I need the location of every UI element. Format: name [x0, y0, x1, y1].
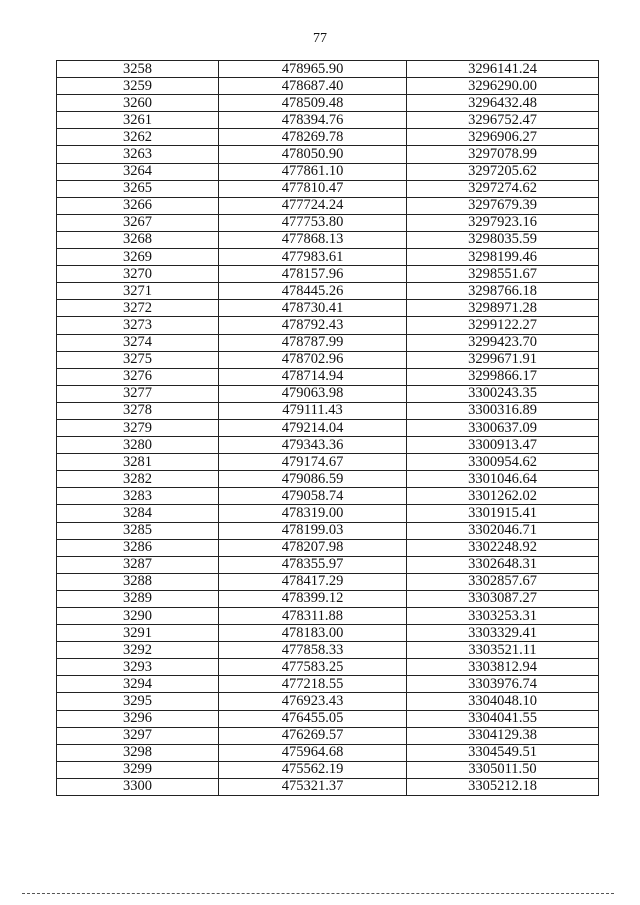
x-coordinate-cell: 476923.43: [219, 693, 407, 710]
x-coordinate-cell: 478394.76: [219, 112, 407, 129]
table-row: [57, 146, 599, 163]
table-row: [57, 608, 599, 625]
y-coordinate-cell: 3302046.71: [407, 522, 599, 539]
x-coordinate-cell: 477810.47: [219, 180, 407, 197]
point-number-cell: 3270: [57, 266, 219, 283]
y-coordinate-cell: 3296290.00: [407, 78, 599, 95]
y-coordinate-cell: 3298766.18: [407, 283, 599, 300]
point-number-cell: 3267: [57, 214, 219, 231]
x-coordinate-cell: 478965.90: [219, 61, 407, 78]
point-number-cell: 3291: [57, 625, 219, 642]
table-row: [57, 317, 599, 334]
point-number-cell: 3275: [57, 351, 219, 368]
point-number-cell: 3290: [57, 608, 219, 625]
x-coordinate-cell: 479214.04: [219, 419, 407, 436]
x-coordinate-cell: 478417.29: [219, 573, 407, 590]
y-coordinate-cell: 3296141.24: [407, 61, 599, 78]
y-coordinate-cell: 3302857.67: [407, 573, 599, 590]
table-row: [57, 300, 599, 317]
table-row: [57, 642, 599, 659]
point-number-cell: 3273: [57, 317, 219, 334]
y-coordinate-cell: 3298199.46: [407, 249, 599, 266]
x-coordinate-cell: 478714.94: [219, 368, 407, 385]
table-row: [57, 744, 599, 761]
page-number: 77: [313, 31, 327, 46]
x-coordinate-cell: 478355.97: [219, 556, 407, 573]
table-row: [57, 488, 599, 505]
y-coordinate-cell: 3301262.02: [407, 488, 599, 505]
x-coordinate-cell: 479174.67: [219, 454, 407, 471]
x-coordinate-cell: 478183.00: [219, 625, 407, 642]
point-number-cell: 3261: [57, 112, 219, 129]
table-row: [57, 539, 599, 556]
point-number-cell: 3268: [57, 231, 219, 248]
table-row: [57, 163, 599, 180]
y-coordinate-cell: 3298035.59: [407, 231, 599, 248]
x-coordinate-cell: 479058.74: [219, 488, 407, 505]
point-number-cell: 3283: [57, 488, 219, 505]
table-row: [57, 334, 599, 351]
table-row: [57, 351, 599, 368]
point-number-cell: 3297: [57, 727, 219, 744]
x-coordinate-cell: 478311.88: [219, 608, 407, 625]
point-number-cell: 3295: [57, 693, 219, 710]
point-number-cell: 3281: [57, 454, 219, 471]
x-coordinate-cell: 475321.37: [219, 778, 407, 795]
y-coordinate-cell: 3300243.35: [407, 385, 599, 402]
x-coordinate-cell: 478687.40: [219, 78, 407, 95]
table-row: [57, 573, 599, 590]
point-number-cell: 3272: [57, 300, 219, 317]
y-coordinate-cell: 3300913.47: [407, 437, 599, 454]
x-coordinate-cell: 479111.43: [219, 402, 407, 419]
y-coordinate-cell: 3303812.94: [407, 659, 599, 676]
y-coordinate-cell: 3301046.64: [407, 471, 599, 488]
x-coordinate-cell: 477983.61: [219, 249, 407, 266]
point-number-cell: 3259: [57, 78, 219, 95]
table-row: [57, 693, 599, 710]
y-coordinate-cell: 3300637.09: [407, 419, 599, 436]
point-number-cell: 3258: [57, 61, 219, 78]
table-row: [57, 95, 599, 112]
point-number-cell: 3276: [57, 368, 219, 385]
x-coordinate-cell: 478050.90: [219, 146, 407, 163]
point-number-cell: 3278: [57, 402, 219, 419]
table-row: [57, 778, 599, 795]
point-number-cell: 3292: [57, 642, 219, 659]
y-coordinate-cell: 3297923.16: [407, 214, 599, 231]
y-coordinate-cell: 3304041.55: [407, 710, 599, 727]
table-row: [57, 385, 599, 402]
x-coordinate-cell: 477218.55: [219, 676, 407, 693]
x-coordinate-cell: 475964.68: [219, 744, 407, 761]
point-number-cell: 3284: [57, 505, 219, 522]
point-number-cell: 3280: [57, 437, 219, 454]
table-row: [57, 437, 599, 454]
table-row: [57, 368, 599, 385]
x-coordinate-cell: 479063.98: [219, 385, 407, 402]
point-number-cell: 3263: [57, 146, 219, 163]
y-coordinate-cell: 3296906.27: [407, 129, 599, 146]
y-coordinate-cell: 3297679.39: [407, 197, 599, 214]
y-coordinate-cell: 3296752.47: [407, 112, 599, 129]
y-coordinate-cell: 3298551.67: [407, 266, 599, 283]
point-number-cell: 3265: [57, 180, 219, 197]
x-coordinate-cell: 477868.13: [219, 231, 407, 248]
x-coordinate-cell: 478730.41: [219, 300, 407, 317]
x-coordinate-cell: 478319.00: [219, 505, 407, 522]
y-coordinate-cell: 3299423.70: [407, 334, 599, 351]
point-number-cell: 3264: [57, 163, 219, 180]
coordinates-table: [56, 60, 599, 796]
y-coordinate-cell: 3301915.41: [407, 505, 599, 522]
point-number-cell: 3279: [57, 419, 219, 436]
table-row: [57, 419, 599, 436]
x-coordinate-cell: 477861.10: [219, 163, 407, 180]
point-number-cell: 3294: [57, 676, 219, 693]
y-coordinate-cell: 3303976.74: [407, 676, 599, 693]
point-number-cell: 3296: [57, 710, 219, 727]
table-row: [57, 61, 599, 78]
x-coordinate-cell: 478445.26: [219, 283, 407, 300]
table-row: [57, 710, 599, 727]
y-coordinate-cell: 3303087.27: [407, 590, 599, 607]
table-row: [57, 505, 599, 522]
table-row: [57, 676, 599, 693]
y-coordinate-cell: 3305011.50: [407, 761, 599, 778]
x-coordinate-cell: 478199.03: [219, 522, 407, 539]
point-number-cell: 3260: [57, 95, 219, 112]
table-row: [57, 659, 599, 676]
point-number-cell: 3298: [57, 744, 219, 761]
y-coordinate-cell: 3302248.92: [407, 539, 599, 556]
table-row: [57, 283, 599, 300]
table-row: [57, 625, 599, 642]
y-coordinate-cell: 3299866.17: [407, 368, 599, 385]
point-number-cell: 3289: [57, 590, 219, 607]
x-coordinate-cell: 479343.36: [219, 437, 407, 454]
table-row: [57, 727, 599, 744]
y-coordinate-cell: 3300954.62: [407, 454, 599, 471]
y-coordinate-cell: 3304129.38: [407, 727, 599, 744]
y-coordinate-cell: 3300316.89: [407, 402, 599, 419]
y-coordinate-cell: 3297274.62: [407, 180, 599, 197]
x-coordinate-cell: 478792.43: [219, 317, 407, 334]
x-coordinate-cell: 479086.59: [219, 471, 407, 488]
point-number-cell: 3299: [57, 761, 219, 778]
point-number-cell: 3277: [57, 385, 219, 402]
table-row: [57, 231, 599, 248]
x-coordinate-cell: 477583.25: [219, 659, 407, 676]
x-coordinate-cell: 477858.33: [219, 642, 407, 659]
table-row: [57, 249, 599, 266]
table-row: [57, 761, 599, 778]
point-number-cell: 3286: [57, 539, 219, 556]
table-row: [57, 180, 599, 197]
y-coordinate-cell: 3302648.31: [407, 556, 599, 573]
point-number-cell: 3274: [57, 334, 219, 351]
point-number-cell: 3287: [57, 556, 219, 573]
x-coordinate-cell: 477753.80: [219, 214, 407, 231]
x-coordinate-cell: 478702.96: [219, 351, 407, 368]
x-coordinate-cell: 477724.24: [219, 197, 407, 214]
footer-rule: [22, 893, 614, 894]
y-coordinate-cell: 3304048.10: [407, 693, 599, 710]
point-number-cell: 3269: [57, 249, 219, 266]
x-coordinate-cell: 478157.96: [219, 266, 407, 283]
x-coordinate-cell: 476269.57: [219, 727, 407, 744]
x-coordinate-cell: 475562.19: [219, 761, 407, 778]
x-coordinate-cell: 478399.12: [219, 590, 407, 607]
table-row: [57, 522, 599, 539]
point-number-cell: 3262: [57, 129, 219, 146]
point-number-cell: 3285: [57, 522, 219, 539]
x-coordinate-cell: 478509.48: [219, 95, 407, 112]
y-coordinate-cell: 3298971.28: [407, 300, 599, 317]
y-coordinate-cell: 3296432.48: [407, 95, 599, 112]
table-row: [57, 402, 599, 419]
x-coordinate-cell: 478787.99: [219, 334, 407, 351]
point-number-cell: 3282: [57, 471, 219, 488]
x-coordinate-cell: 478269.78: [219, 129, 407, 146]
y-coordinate-cell: 3297078.99: [407, 146, 599, 163]
y-coordinate-cell: 3303329.41: [407, 625, 599, 642]
coordinates-table-body: [57, 61, 599, 796]
table-row: [57, 197, 599, 214]
table-row: [57, 556, 599, 573]
y-coordinate-cell: 3305212.18: [407, 778, 599, 795]
table-row: [57, 214, 599, 231]
table-row: [57, 129, 599, 146]
x-coordinate-cell: 476455.05: [219, 710, 407, 727]
point-number-cell: 3266: [57, 197, 219, 214]
table-row: [57, 78, 599, 95]
point-number-cell: 3293: [57, 659, 219, 676]
x-coordinate-cell: 478207.98: [219, 539, 407, 556]
y-coordinate-cell: 3299122.27: [407, 317, 599, 334]
table-row: [57, 471, 599, 488]
y-coordinate-cell: 3304549.51: [407, 744, 599, 761]
point-number-cell: 3288: [57, 573, 219, 590]
table-row: [57, 454, 599, 471]
table-row: [57, 266, 599, 283]
y-coordinate-cell: 3303521.11: [407, 642, 599, 659]
y-coordinate-cell: 3303253.31: [407, 608, 599, 625]
table-row: [57, 590, 599, 607]
point-number-cell: 3271: [57, 283, 219, 300]
point-number-cell: 3300: [57, 778, 219, 795]
y-coordinate-cell: 3297205.62: [407, 163, 599, 180]
table-row: [57, 112, 599, 129]
y-coordinate-cell: 3299671.91: [407, 351, 599, 368]
